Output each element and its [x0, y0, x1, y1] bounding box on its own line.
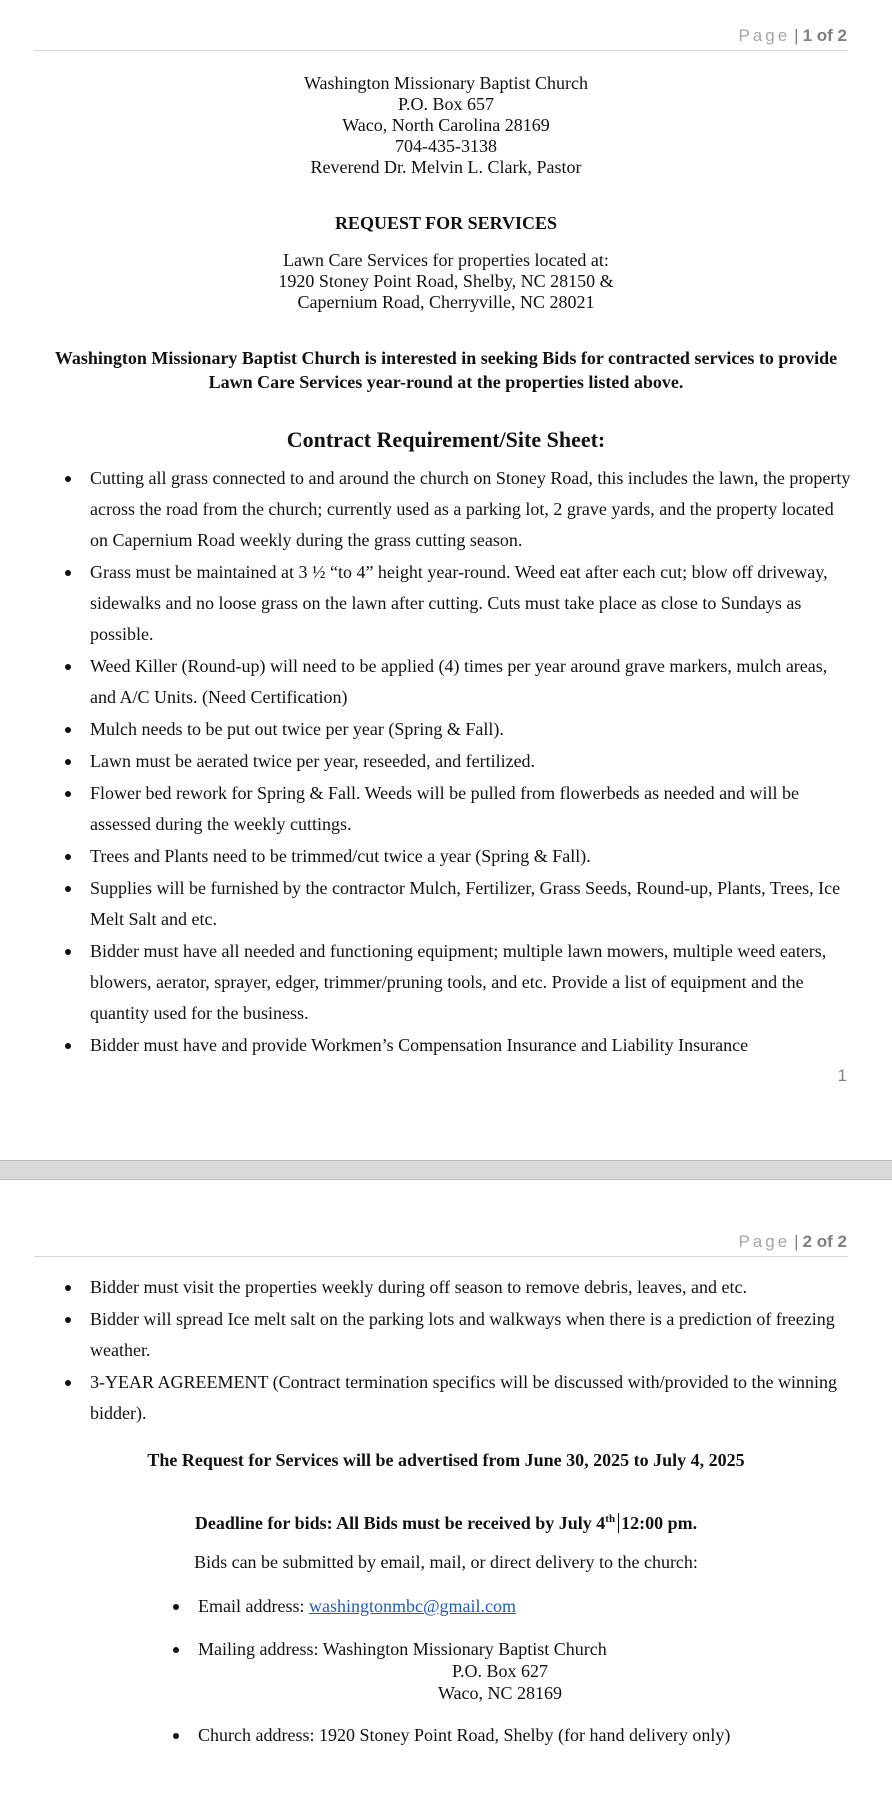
advertised-dates: The Request for Services will be advertised from June 30, 2025 to July 4, 2025	[147, 1450, 745, 1470]
list-item: Weed Killer (Round-up) will need to be applied (4) times per year around grave markers, mulch areas, and A/C Units. (Need Certification)	[62, 651, 852, 713]
list-item: Bidder will spread Ice melt salt on the parking lots and walkways when there is a prediction of freezing weather.	[62, 1304, 852, 1366]
header-rule	[34, 50, 848, 51]
list-item: Grass must be maintained at 3 ½ “to 4” height year-round. Weed eat after each cut; blow off driveway, sidewalks and no loose grass on the lawn after cutting. Cuts must take place as close to Sundays as possible.	[62, 557, 852, 650]
page-number-label: 1 of 2	[802, 26, 847, 45]
requirements-list	[62, 463, 852, 1062]
header-rule	[34, 1256, 848, 1257]
footer-page-number: 1	[837, 1066, 847, 1085]
list-item: Cutting all grass connected to and around the church on Stoney Road, this includes the lawn, the property across the road from the church; currently used as a parking lot, 2 grave yards, and the property located on Capernium Road weekly during the grass cutting season.	[62, 463, 852, 556]
church-address-item: Church address: 1920 Stoney Point Road, Shelby (for hand delivery only)	[170, 1724, 830, 1746]
list-item: 3-YEAR AGREEMENT (Contract termination specifics will be discussed with/provided to the winning bidder).	[62, 1367, 852, 1429]
church-name: Washington Missionary Baptist Church	[303, 73, 589, 93]
deadline	[0, 1507, 892, 1535]
church-po-box: P.O. Box 657	[397, 94, 495, 114]
deadline-suffix: th	[605, 1513, 616, 1525]
intro-line: Washington Missionary Baptist Church is interested in seeking Bids for contracted services to provide	[54, 348, 838, 368]
page-word: Page	[738, 1232, 791, 1251]
email-link[interactable]: washingtonmbc@gmail.com	[308, 1596, 517, 1616]
submission-list	[170, 1724, 830, 1746]
letterhead	[0, 73, 892, 178]
requirements-list-continued	[62, 1272, 852, 1430]
list-item: Bidder must visit the properties weekly during off season to remove debris, leaves, and etc.	[62, 1272, 852, 1303]
submission-list	[170, 1638, 830, 1704]
email-label: Email address:	[198, 1596, 309, 1616]
list-item: Lawn must be aerated twice per year, reseeded, and fertilized.	[62, 746, 852, 777]
subheading	[0, 250, 892, 313]
list-item: Bidder must have and provide Workmen’s Compensation Insurance and Liability Insurance	[62, 1030, 852, 1061]
mailing-item	[170, 1638, 830, 1704]
deadline-text: Deadline for bids: All Bids must be received by July 4	[194, 1513, 606, 1533]
page-word: Page	[738, 26, 791, 45]
intro-line: Lawn Care Services year-round at the properties listed above.	[208, 372, 684, 392]
mailing-label: Mailing address: Washington Missionary Baptist Church	[198, 1639, 607, 1659]
list-item: Trees and Plants need to be trimmed/cut twice a year (Spring & Fall).	[62, 841, 852, 872]
list-item: Mulch needs to be put out twice per year (Spring & Fall).	[62, 714, 852, 745]
mailing-city: Waco, NC 28169	[437, 1683, 563, 1703]
list-item: Bidder must have all needed and functioning equipment; multiple lawn mowers, multiple weed eaters, blowers, aerator, sprayer, edger, trimmer/pruning tools, and etc. Provide a list of equipment and the quantity used for the business.	[62, 936, 852, 1029]
deadline-time: 12:00 pm.	[621, 1513, 698, 1533]
submit-intro: Bids can be submitted by email, mail, or direct delivery to the church:	[194, 1552, 698, 1572]
list-item: Flower bed rework for Spring & Fall. Weeds will be pulled from flowerbeds as needed and will be assessed during the weekly cuttings.	[62, 778, 852, 840]
page-number-label: 2 of 2	[802, 1232, 847, 1251]
page-header: Page | 2 of 2	[738, 1232, 847, 1251]
church-pastor: Reverend Dr. Melvin L. Clark, Pastor	[310, 157, 582, 177]
document-page-2	[0, 1180, 892, 1816]
intro-paragraph	[0, 346, 892, 394]
page-header: Page | 1 of 2	[738, 26, 847, 45]
mailing-po-box: P.O. Box 627	[451, 1661, 549, 1681]
subheading-line: Capernium Road, Cherryville, NC 28021	[297, 292, 595, 312]
text-cursor	[618, 1513, 619, 1533]
church-city: Waco, North Carolina 28169	[342, 115, 550, 135]
submission-list	[170, 1595, 830, 1617]
subheading-line: 1920 Stoney Point Road, Shelby, NC 28150 &	[278, 271, 614, 291]
list-item: Supplies will be furnished by the contractor Mulch, Fertilizer, Grass Seeds, Round-up, Plants, Trees, Ice Melt Salt and etc.	[62, 873, 852, 935]
subheading-line: Lawn Care Services for properties located at:	[283, 250, 609, 270]
email-item	[170, 1595, 830, 1617]
page-separator	[0, 1160, 892, 1180]
doc-title: REQUEST FOR SERVICES	[334, 213, 558, 233]
church-phone: 704-435-3138	[395, 136, 497, 156]
section-title: Contract Requirement/Site Sheet:	[286, 427, 606, 452]
